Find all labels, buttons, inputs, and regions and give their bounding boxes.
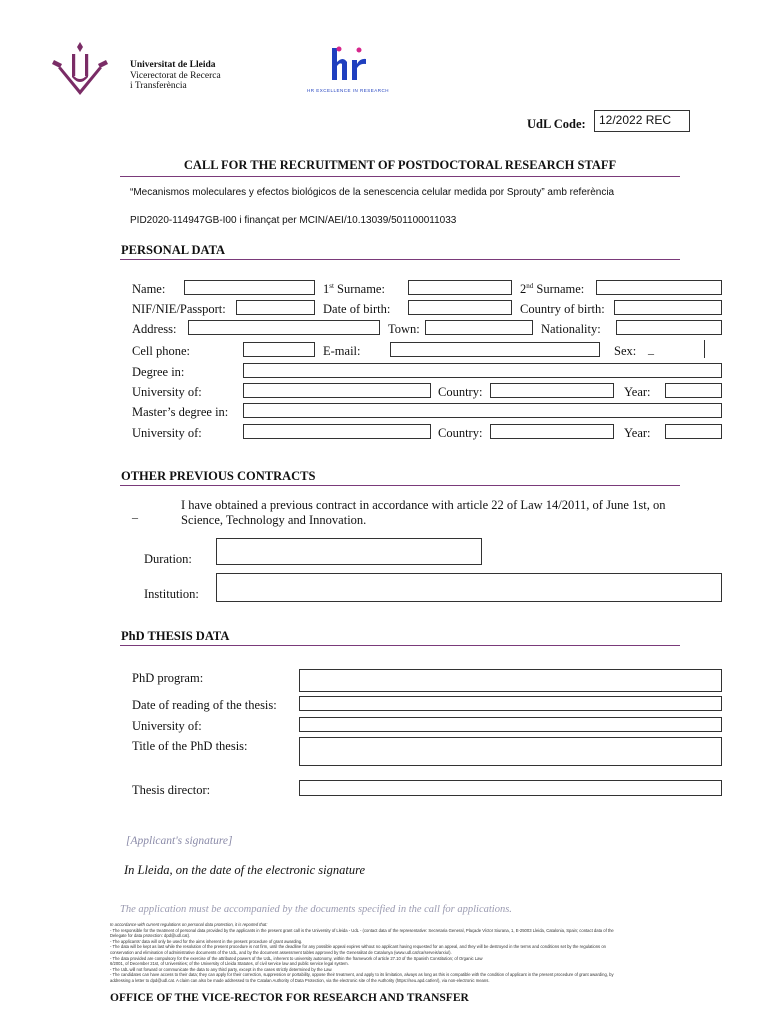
dob-field[interactable]	[408, 300, 512, 315]
footer-office: OFFICE OF THE VICE-RECTOR FOR RESEARCH AND TRANSFER	[110, 992, 469, 1004]
dob-label: Date of birth:	[323, 302, 391, 316]
udl-code-label: UdL Code:	[527, 117, 586, 131]
hr-logo-caption: HR EXCELLENCE IN RESEARCH	[306, 88, 390, 93]
cell-phone-label: Cell phone:	[132, 344, 190, 358]
data-protection-notice: In accordance with current regulations on personal data protection, it is reported that: - The responsible for the treatment of personal data provided by the applicants in the present grant call is the University of Lleida - UdL - (contact data of the representative: Secretaria General, Plaçade Víctor Siurana, 1, E-25003 Lleida, Catalonia, Spain; contact data of the Delegate for data protection: dpd@udl.cat). - The applicants' data will only be used for the aims inherent in the present procedure of grant awarding. - The data will be kept as last while the resolution of the present procedure is not firm, until the deadline for any possible appeal expires without no applicant having requested for an appeal, and they will be destroyed in the terms and conditions set by the regulations on conservation and elimination of administrative documents of the UdL, and by the document assessment tables approved by the Generalitat de Catalunya (www.udl.cat/ca/serveis/arxiu/). - The data provided are compulsory for the exercise of the attributed powers of the UdL, inherent to university autonomy, within the framework of article 27.10 of the Spanish Constitution; of Organic Law 6/2001, of December 21st, of Universities; of the University of Lleida Statutes, of civil service law and public service legal system. - The UdL will not forward or communicate the data to any third party, except in the cases strictly determined by the Law. - The candidates can have access to their data; they can apply for their correction, suppression or portability, oppose their treatment, and apply to its limitation, always as long as this is compatible with the condition of applicant in the present procedure of grant awarding, by addressing a letter to dpd@udl.cat. A claim can also be made addressed to the Catalan Authority of Data Protection, via the electronic site of the Authority (https://seu.apd.cat/en/), via non-electronic means.	[110, 922, 614, 983]
thesis-director-label: Thesis director:	[132, 783, 211, 797]
email-field[interactable]	[390, 342, 600, 357]
country2-label: Country:	[438, 426, 483, 440]
surname1-label: 1st Surname:	[323, 282, 385, 297]
year-field[interactable]	[665, 383, 722, 398]
name-field[interactable]	[184, 280, 315, 295]
hr-logo-icon	[329, 44, 369, 84]
contracts-rule	[120, 485, 680, 486]
email-label: E-mail:	[323, 344, 361, 358]
degree-field[interactable]	[243, 363, 722, 378]
thesis-title-field[interactable]	[299, 737, 722, 766]
place-date: In Lleida, on the date of the electronic signature	[124, 863, 366, 877]
personal-data-heading: PERSONAL DATA	[121, 243, 226, 257]
thesis-date-label: Date of reading of the thesis:	[132, 698, 277, 712]
degree-label: Degree in:	[132, 365, 185, 379]
master-label: Master’s degree in:	[132, 405, 229, 419]
country-birth-field[interactable]	[614, 300, 722, 315]
contract-statement: I have obtained a previous contract in accordance with article 22 of Law 14/2011, of June 1st, on Science, Technology and Innovation.	[181, 498, 666, 527]
duration-field[interactable]	[216, 538, 482, 565]
phd-program-field[interactable]	[299, 669, 722, 692]
name-label: Name:	[132, 282, 166, 296]
project-line-2: PID2020-114947GB-I00 i finançat per MCIN/AEI/10.13039/501100011033	[130, 215, 457, 226]
address-label: Address:	[132, 322, 177, 336]
address-field[interactable]	[188, 320, 380, 335]
country-birth-label: Country of birth:	[520, 302, 605, 316]
nationality-label: Nationality:	[541, 322, 601, 336]
udl-code-value: 12/2022 REC	[599, 113, 672, 127]
personal-data-rule	[120, 259, 680, 260]
institution-field[interactable]	[216, 573, 722, 602]
surname2-field[interactable]	[596, 280, 722, 295]
udl-crown-icon	[50, 40, 110, 98]
university-label: University of:	[132, 385, 202, 399]
project-line-1: “Mecanismos moleculares y efectos biológicos de la senescencia celular medida por Sprouty” amb referència	[130, 187, 615, 198]
surname2-label: 2nd Surname:	[520, 282, 585, 297]
country-label: Country:	[438, 385, 483, 399]
transferencia-line: i Transferència	[130, 81, 187, 91]
previous-contract-checkbox[interactable]	[132, 506, 146, 520]
page-title: CALL FOR THE RECRUITMENT OF POSTDOCTORAL RESEARCH STAFF	[183, 158, 617, 172]
university-field[interactable]	[243, 383, 431, 398]
surname1-field[interactable]	[408, 280, 512, 295]
year2-field[interactable]	[665, 424, 722, 439]
phd-program-label: PhD program:	[132, 671, 204, 685]
thesis-title-label: Title of the PhD thesis:	[132, 739, 248, 753]
vicerectorat-line: Vicerectorat de Recerca	[130, 70, 221, 81]
sex-value: _	[648, 342, 654, 356]
udl-code-field[interactable]	[594, 110, 690, 132]
country-field[interactable]	[490, 383, 614, 398]
year2-label: Year:	[624, 426, 651, 440]
phd-heading: PhD THESIS DATA	[121, 629, 230, 643]
year-label: Year:	[624, 385, 651, 399]
master-field[interactable]	[243, 403, 722, 418]
contracts-heading: OTHER PREVIOUS CONTRACTS	[121, 469, 316, 483]
documents-note: The application must be accompanied by the documents specified in the call for applications.	[120, 904, 512, 915]
university-name: Universitat de Lleida	[130, 60, 216, 70]
thesis-director-field[interactable]	[299, 780, 722, 796]
sex-label: Sex:	[614, 344, 637, 358]
country2-field[interactable]	[490, 424, 614, 439]
udl-logo	[50, 40, 240, 100]
phd-rule	[120, 645, 680, 646]
thesis-date-field[interactable]	[299, 696, 722, 711]
university2-field[interactable]	[243, 424, 431, 439]
applicant-signature: [Applicant's signature]	[126, 835, 233, 847]
university2-label: University of:	[132, 426, 202, 440]
cell-phone-field[interactable]	[243, 342, 315, 357]
title-rule	[120, 176, 680, 177]
town-label: Town:	[388, 322, 420, 336]
nif-field[interactable]	[236, 300, 315, 315]
nationality-field[interactable]	[616, 320, 722, 335]
sex-select[interactable]	[644, 340, 705, 358]
duration-label: Duration:	[144, 552, 192, 566]
hr-excellence-logo	[303, 42, 393, 98]
nif-label: NIF/NIE/Passport:	[132, 302, 226, 316]
phd-university-label: University of:	[132, 719, 202, 733]
town-field[interactable]	[425, 320, 533, 335]
checkbox-mark: _	[132, 506, 138, 520]
institution-label: Institution:	[144, 587, 199, 601]
phd-university-field[interactable]	[299, 717, 722, 732]
